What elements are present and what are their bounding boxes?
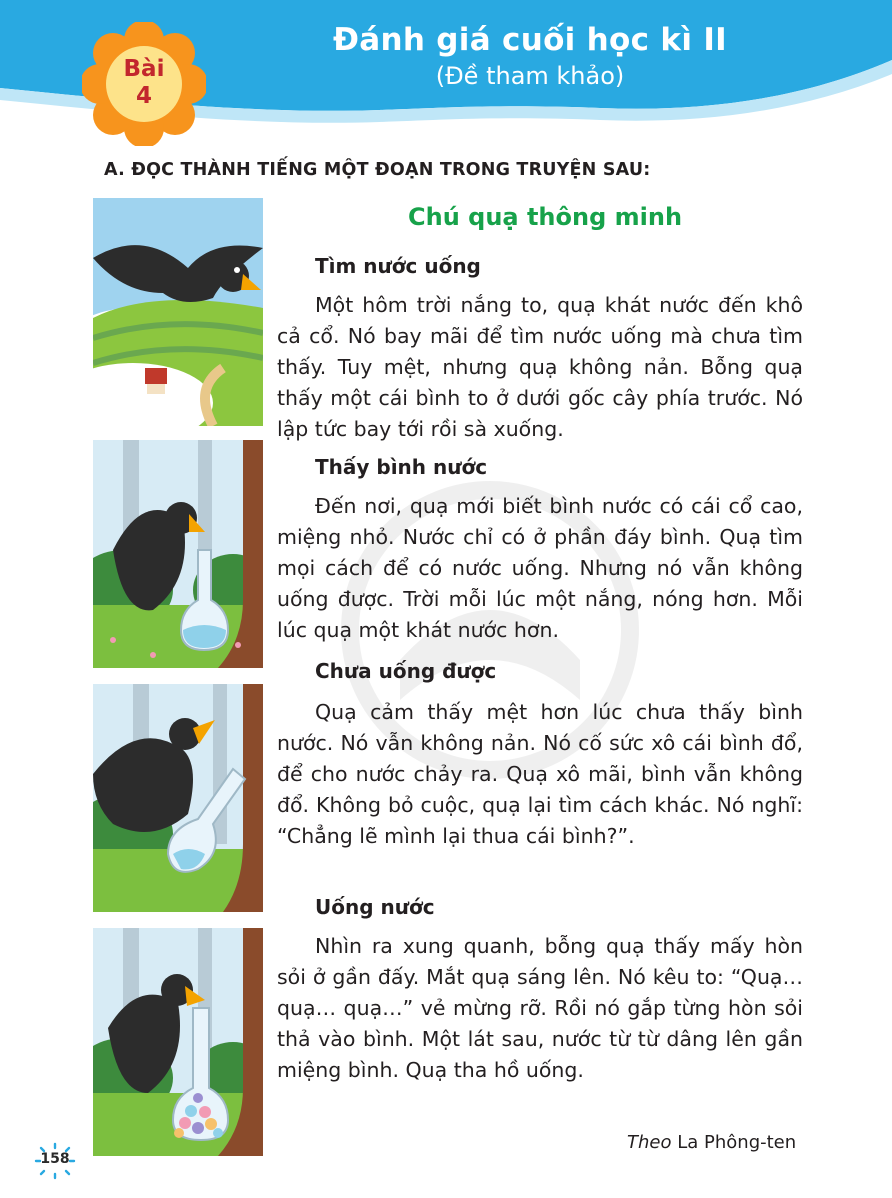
page-header — [0, 0, 892, 150]
illustration-crow-pushing — [93, 684, 263, 912]
part-1-text: Một hôm trời nắng to, quạ khát nước đến khô cả cổ. Nó bay mãi để tìm nước uống mà chưa tìm thấy. Tuy mệt, nhưng quạ không nản. Bỗng quạ thấy một cái bình to ở dưới gốc cây phía trước. Nó lập tức bay tới rồi sà xuống. — [277, 293, 803, 441]
page-subtitle: (Đề tham khảo) — [435, 62, 625, 90]
part-4-heading: Uống nước — [315, 895, 435, 919]
part-1-heading: Tìm nước uống — [315, 254, 481, 278]
part-3-text: Quạ cảm thấy mệt hơn lúc chưa thấy bình nước. Nó vẫn không nản. Nó cố sức xô cái bình đổ, để cho nước chảy ra. Quạ xô mãi, bình vẫn không đổ. Không bỏ cuộc, quạ lại tìm cách khác. Nó nghĩ: “Chẳng lẽ mình lại thua cái bình?”. — [277, 700, 803, 848]
lesson-number — [82, 56, 206, 110]
story-title: Chú quạ thông minh — [408, 203, 683, 231]
badge-word: Bài — [123, 56, 165, 82]
page-number: 158 — [40, 1151, 70, 1167]
lesson-badge — [82, 22, 206, 146]
part-2-text: Đến nơi, quạ mới biết bình nước có cái cổ cao, miệng nhỏ. Nước chỉ có ở phần đáy bình. Quạ tìm mọi cách để có nước uống. Nhưng nó vẫn không uống được. Trời mỗi lúc một nắng, nóng hơn. Mỗi lúc quạ một khát nước hơn. — [277, 494, 803, 642]
illustration-crow-pebbles — [93, 928, 263, 1156]
source-prefix: Theo — [627, 1132, 672, 1153]
part-4-text: Nhìn ra xung quanh, bỗng quạ thấy mấy hòn sỏi ở gần đấy. Mắt quạ sáng lên. Nó kêu to: “Quạ… quạ… quạ…” vẻ mừng rỡ. Rồi nó gắp từng hòn sỏi thả vào bình. Một lát sau, nước từ từ dâng lên gần miệng bình. Quạ tha hồ uống. — [277, 934, 803, 1082]
part-3-heading: Chưa uống được — [315, 659, 497, 683]
story-source — [627, 1132, 796, 1153]
illustration-crow-jar — [93, 440, 263, 668]
page-title: Đánh giá cuối học kì II — [332, 22, 728, 58]
section-a-heading: A. ĐỌC THÀNH TIẾNG MỘT ĐOẠN TRONG TRUYỆN SAU: — [104, 160, 651, 180]
badge-number: 4 — [135, 83, 152, 109]
page-number-badge — [30, 1141, 80, 1181]
illustration-crow-flying — [93, 198, 263, 426]
source-author: La Phông-ten — [677, 1132, 797, 1153]
part-2-heading: Thấy bình nước — [315, 455, 488, 479]
